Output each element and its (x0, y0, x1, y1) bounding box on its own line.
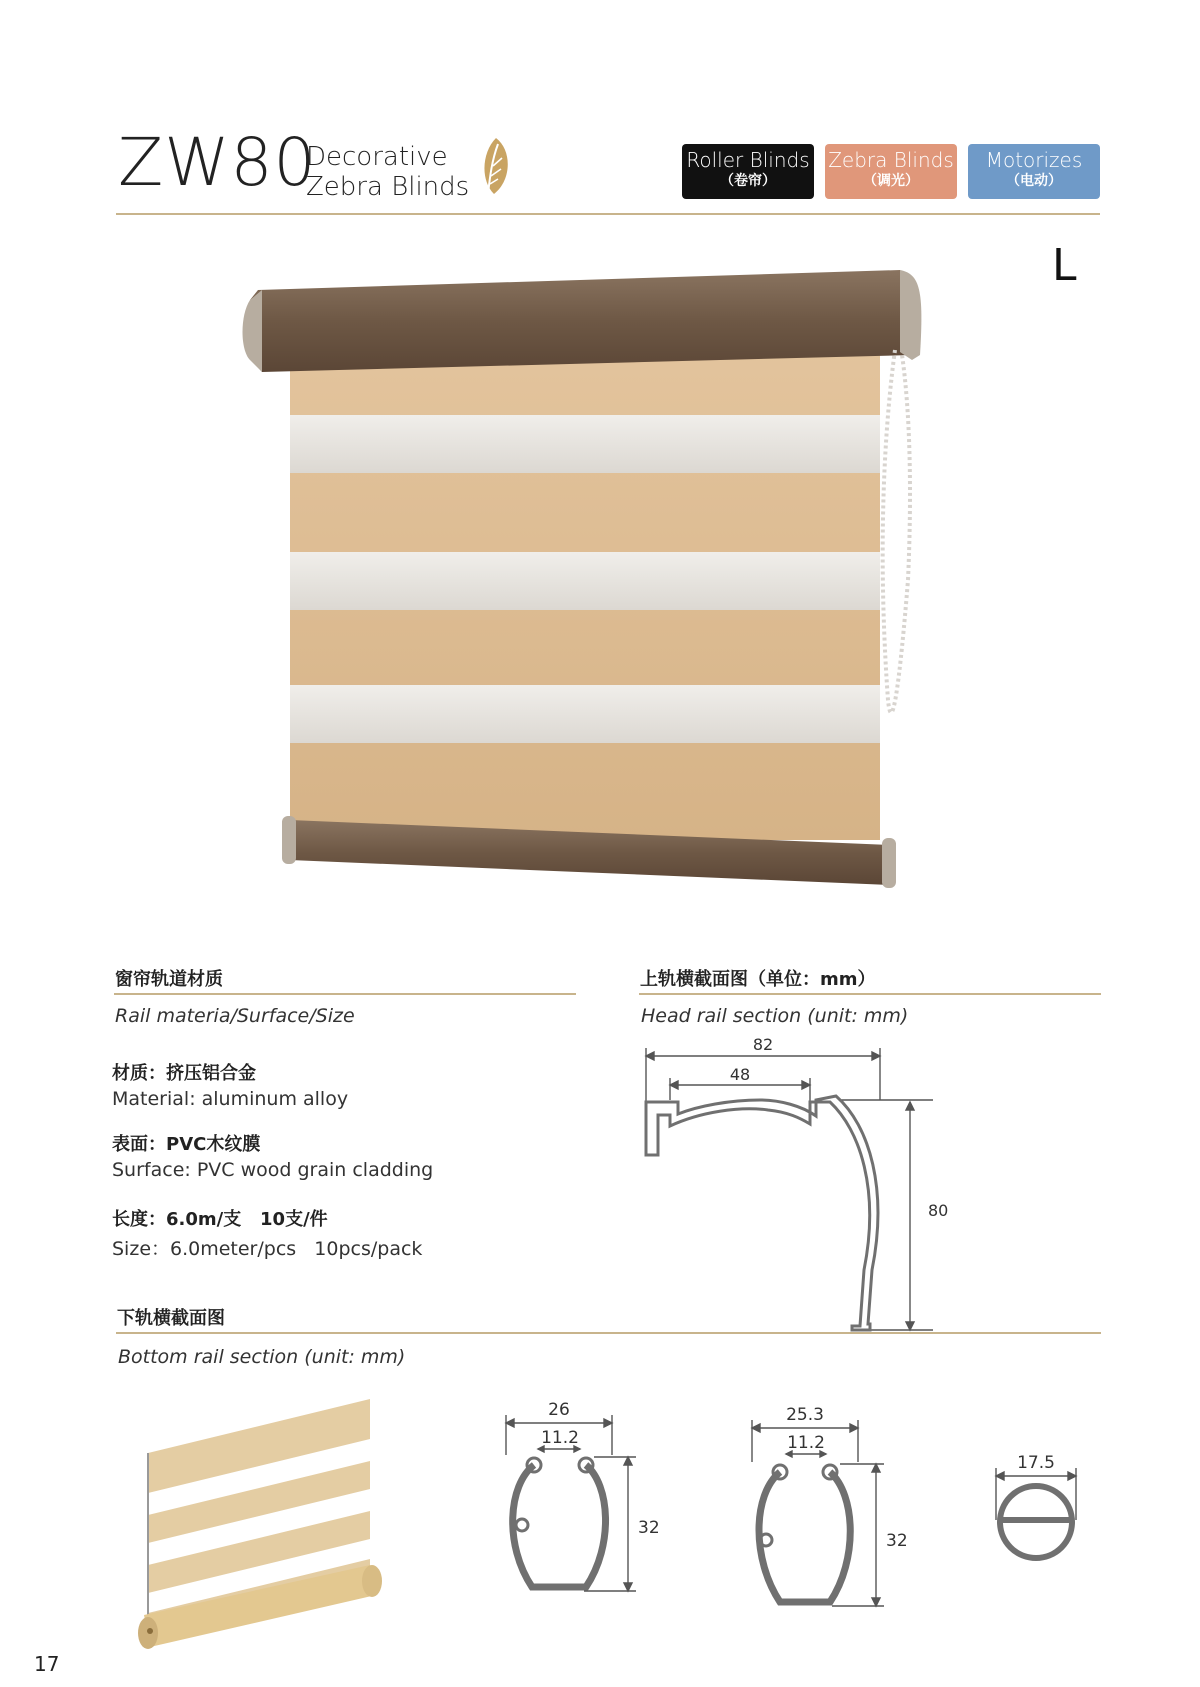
length-cn: 长度：6.0m/支 10支/件 (112, 1209, 328, 1230)
rail-material-title-en: Rail materia/Surface/Size (115, 1005, 355, 1027)
length-en: Size：6.0meter/pcs 10pcs/pack (112, 1238, 423, 1260)
model-number: ZW80 (118, 124, 317, 201)
tag-zebra-blinds: Zebra Blinds （调光） (825, 144, 957, 199)
head-rail-title-cn: 上轨横截面图（单位：mm） (640, 969, 876, 990)
tag-motorizes: Motorizes （电动） (968, 144, 1100, 199)
profile1-inner-label: 11.2 (541, 1428, 579, 1448)
profile3-diameter-label: 17.5 (1017, 1453, 1055, 1473)
profile2-width-label: 25.3 (786, 1405, 824, 1425)
page-number: 17 (34, 1652, 60, 1676)
surface-en: Surface: PVC wood grain cladding (112, 1159, 434, 1181)
bottom-rail-illustration (136, 1395, 396, 1655)
surface-cn: 表面：PVC木纹膜 (112, 1134, 261, 1155)
bottom-profile-1 (494, 1395, 664, 1600)
bottom-rail-divider (116, 1332, 1101, 1334)
head-rail-inner-label: 48 (729, 1065, 751, 1084)
profile2-inner-label: 11.2 (787, 1433, 825, 1453)
rail-material-divider (114, 993, 576, 995)
head-rail-diagram (630, 1030, 950, 1336)
subtitle-line-1: Decorative (306, 142, 448, 172)
bottom-rail-title-cn: 下轨横截面图 (117, 1308, 225, 1329)
product-image (240, 260, 930, 910)
subtitle-line-2: Zebra Blinds (306, 172, 470, 202)
head-rail-height-label: 80 (928, 1201, 949, 1220)
profile2-height-label: 32 (886, 1531, 908, 1551)
bottom-profile-2 (742, 1400, 912, 1615)
rail-material-title-cn: 窗帘轨道材质 (115, 969, 223, 990)
bottom-profile-3 (984, 1450, 1094, 1570)
bottom-rail-title-en: Bottom rail section (unit: mm) (118, 1346, 406, 1368)
material-en: Material: aluminum alloy (112, 1088, 349, 1110)
profile1-width-label: 26 (548, 1400, 570, 1420)
product-subtitle (306, 142, 469, 202)
profile1-height-label: 32 (638, 1518, 660, 1538)
header-divider (116, 213, 1100, 215)
tag-roller-blinds: Roller Blinds （卷帘） (682, 144, 814, 199)
material-cn: 材质：挤压铝合金 (112, 1063, 256, 1084)
leaf-icon (478, 136, 514, 198)
head-rail-title-en: Head rail section (unit: mm) (641, 1005, 909, 1027)
head-rail-divider (639, 993, 1101, 995)
size-code: L (1052, 240, 1077, 291)
head-rail-width-label: 82 (752, 1035, 774, 1054)
